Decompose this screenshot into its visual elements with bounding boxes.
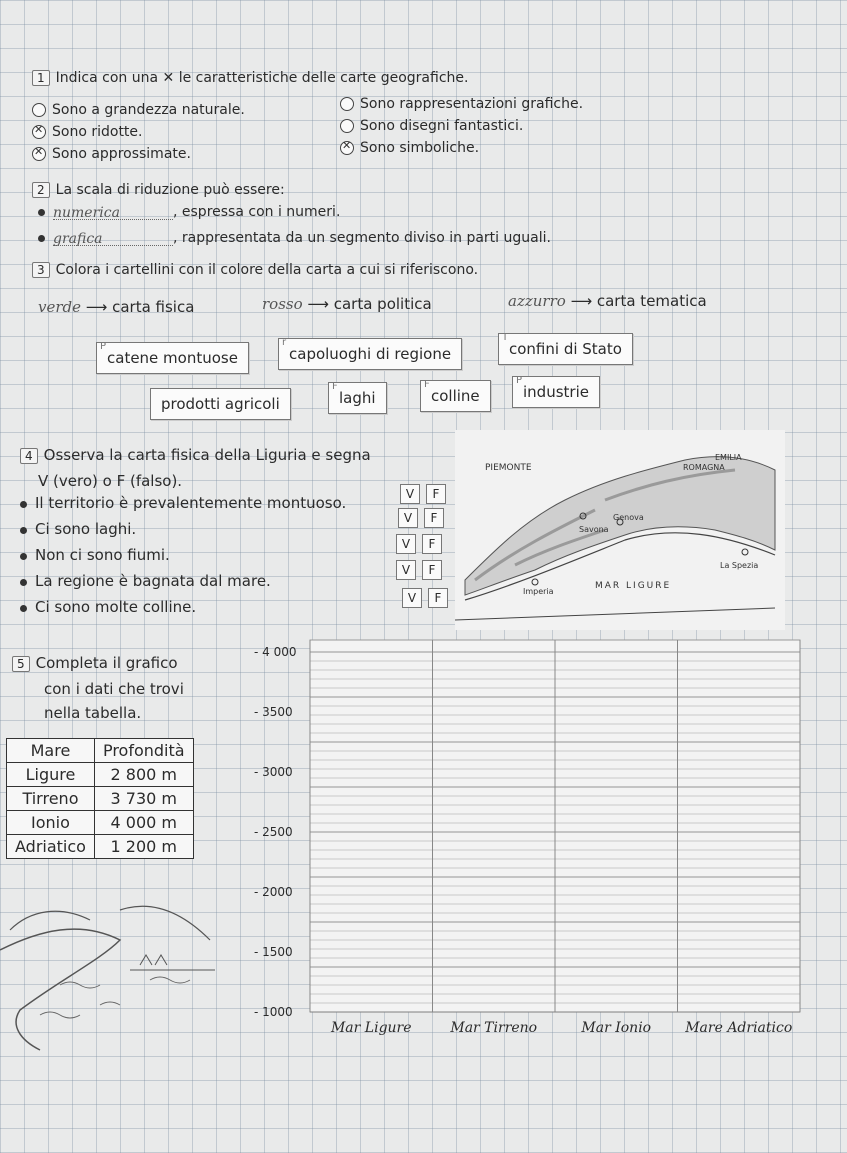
ex4-instruction-2: V (vero) o F (falso). bbox=[38, 472, 183, 490]
bar-chart[interactable] bbox=[250, 630, 810, 1050]
ex2-line-1: numerica , espressa con i numeri. bbox=[38, 204, 340, 220]
table-row: Ligure 2 800 m bbox=[7, 763, 194, 787]
tf-v-5[interactable]: V bbox=[402, 588, 422, 608]
ex1-option-4[interactable]: Sono rappresentazioni grafiche. bbox=[340, 96, 583, 112]
map-label-imperia: Imperia bbox=[523, 587, 554, 596]
depth-table bbox=[6, 738, 194, 859]
bullet-icon bbox=[38, 235, 45, 242]
tf-f-4[interactable]: F bbox=[422, 560, 442, 580]
ex1-number: 1 bbox=[32, 70, 50, 86]
map-label-romagna: ROMAGNA bbox=[683, 463, 725, 472]
ex1-option-2[interactable]: ✕ Sono ridotte. bbox=[32, 124, 142, 140]
map-label-savona: Savona bbox=[579, 525, 609, 534]
tf-f-5[interactable]: F bbox=[428, 588, 448, 608]
ex1-instruction: Indica con una ✕ le caratteristiche delle carte geografiche. bbox=[55, 70, 469, 86]
map-label-laspezia: La Spezia bbox=[720, 561, 759, 570]
card-colline[interactable]: F colline bbox=[420, 380, 491, 412]
ex4-instruction-row: 4 Osserva la carta fisica della Liguria e segna bbox=[20, 446, 371, 464]
ex1-option-6[interactable]: ✕ Sono simboliche. bbox=[340, 140, 479, 156]
tf-v-4[interactable]: V bbox=[396, 560, 416, 580]
map-label-genova: Genova bbox=[613, 513, 644, 522]
x-category-label: Mar Tirreno bbox=[450, 1020, 538, 1036]
ex1-option-3[interactable]: ✕ Sono approssimate. bbox=[32, 146, 191, 162]
ex5-instruction-line-3: nella tabella. bbox=[44, 704, 142, 722]
table-row: Adriatico 1 200 m bbox=[7, 835, 194, 859]
ex4-statement-1: Il territorio è prevalentemente montuoso. bbox=[20, 494, 346, 512]
sea-illustration bbox=[0, 890, 230, 1060]
card-confini[interactable]: T confini di Stato bbox=[498, 333, 633, 365]
y-tick-label: - 1500 bbox=[254, 945, 293, 959]
ex3-instruction-row bbox=[32, 262, 478, 278]
checkbox-circle-checked[interactable] bbox=[32, 147, 46, 161]
tf-v-2[interactable]: V bbox=[398, 508, 418, 528]
checkbox-circle[interactable] bbox=[340, 119, 354, 133]
map-label-emilia: EMILIA bbox=[715, 453, 742, 462]
y-tick-label: - 2000 bbox=[254, 885, 293, 899]
ex5-instruction-line-2: con i dati che trovi bbox=[44, 680, 184, 698]
ex5-instruction-row: 5 Completa il grafico bbox=[12, 654, 178, 672]
ex4-statement-5: Ci sono molte colline. bbox=[20, 598, 196, 616]
card-prodotti-agricoli[interactable]: prodotti agricoli bbox=[150, 388, 291, 420]
ex3-instruction: Colora i cartellini con il colore della carta a cui si riferiscono. bbox=[55, 262, 479, 278]
ex2-answer-field-1[interactable]: numerica bbox=[53, 205, 173, 220]
card-industrie[interactable]: P industrie bbox=[512, 376, 600, 408]
y-tick-label: - 1000 bbox=[254, 1005, 293, 1019]
tf-f-1[interactable]: F bbox=[426, 484, 446, 504]
ex2-instruction: La scala di riduzione può essere: bbox=[55, 182, 285, 198]
ex4-statement-3: Non ci sono fiumi. bbox=[20, 546, 170, 564]
x-category-label: Mar Ligure bbox=[330, 1020, 412, 1036]
ex3-legend-2: rosso ⟶ carta politica bbox=[262, 295, 432, 313]
bullet-icon bbox=[38, 209, 45, 216]
ex3-number: 3 bbox=[32, 262, 50, 278]
liguria-map bbox=[455, 430, 785, 630]
checkbox-circle[interactable] bbox=[32, 103, 46, 117]
y-tick-label: - 2500 bbox=[254, 825, 293, 839]
tf-v-3[interactable]: V bbox=[396, 534, 416, 554]
tf-f-2[interactable]: F bbox=[424, 508, 444, 528]
tf-f-3[interactable]: F bbox=[422, 534, 442, 554]
ex2-answer-field-2[interactable]: grafica bbox=[53, 231, 173, 246]
ex2-number: 2 bbox=[32, 182, 50, 198]
card-catene-montuose[interactable]: P catene montuose bbox=[96, 342, 249, 374]
table-header-row: Mare Profondità bbox=[7, 739, 194, 763]
ex1-option-5[interactable]: Sono disegni fantastici. bbox=[340, 118, 523, 134]
ex4-statement-2: Ci sono laghi. bbox=[20, 520, 136, 538]
x-category-label: Mare Adriatico bbox=[685, 1020, 793, 1036]
card-laghi[interactable]: F laghi bbox=[328, 382, 387, 414]
y-tick-label: - 3500 bbox=[254, 705, 293, 719]
tf-v-1[interactable]: V bbox=[400, 484, 420, 504]
ex2-instruction-row bbox=[32, 182, 285, 198]
y-tick-label: - 4 000 bbox=[254, 645, 297, 659]
map-label-mar-ligure: MAR LIGURE bbox=[595, 581, 672, 591]
table-row: Ionio 4 000 m bbox=[7, 811, 194, 835]
checkbox-circle-checked[interactable] bbox=[340, 141, 354, 155]
y-tick-label: - 3000 bbox=[254, 765, 293, 779]
ex1-option-1[interactable]: Sono a grandezza naturale. bbox=[32, 102, 245, 118]
map-label-piemonte: PIEMONTE bbox=[485, 463, 532, 473]
ex4-number: 4 bbox=[20, 448, 38, 464]
ex3-legend-1: verde ⟶ carta fisica bbox=[38, 298, 195, 316]
checkbox-circle[interactable] bbox=[340, 97, 354, 111]
ex2-line-2: grafica , rappresentata da un segmento diviso in parti uguali. bbox=[38, 230, 551, 246]
card-capoluoghi[interactable]: r capoluoghi di regione bbox=[278, 338, 462, 370]
ex4-statement-4: La regione è bagnata dal mare. bbox=[20, 572, 271, 590]
checkbox-circle-checked[interactable] bbox=[32, 125, 46, 139]
ex5-number: 5 bbox=[12, 656, 30, 672]
ex3-legend-3: azzurro ⟶ carta tematica bbox=[508, 292, 707, 310]
table-row: Tirreno 3 730 m bbox=[7, 787, 194, 811]
x-category-label: Mar Ionio bbox=[581, 1020, 652, 1036]
ex1-instruction-row bbox=[32, 70, 468, 86]
